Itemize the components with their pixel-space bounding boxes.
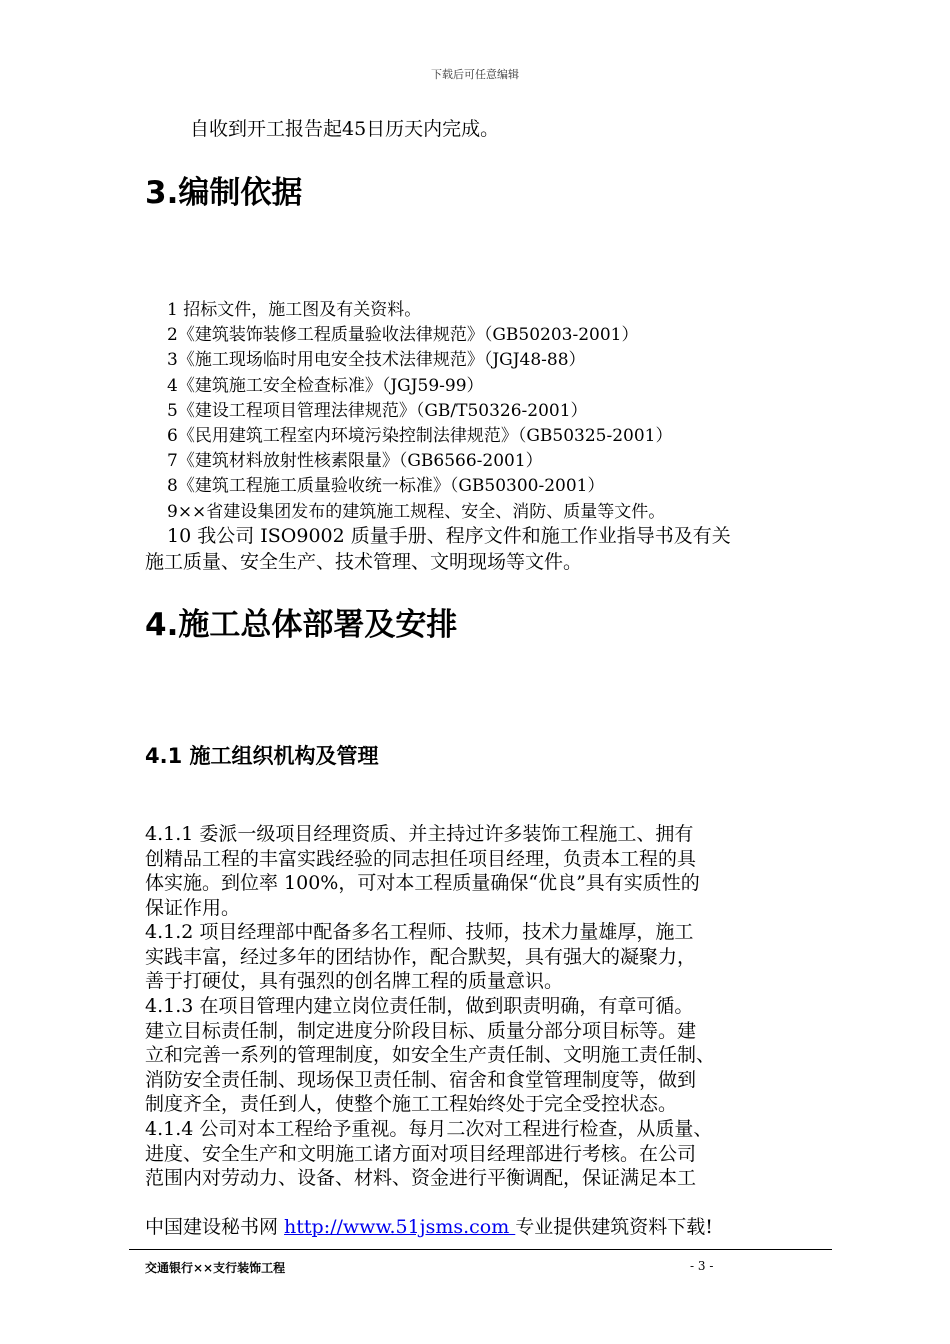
list-item: 7《建筑材料放射性核素限量》（GB6566-2001） [167,451,543,472]
list-item: 4《建筑施工安全检查标准》（JGJ59-99） [167,375,484,396]
section-4-1-title: 4.1 施工组织机构及管理 [145,744,379,768]
list-item: 1 招标文件，施工图及有关资料。 [167,300,422,320]
page-number: - 3 - [690,1259,714,1273]
list-item: 2《建筑装饰装修工程质量验收法律规范》（GB50203-2001） [167,325,639,346]
list-item: 9××省建设集团发布的建筑施工规程、安全、消防、质量等文件。 [167,501,666,522]
text-line: 建立目标责任制，制定进度分阶段目标、质量分部分项目标等。建 [145,1019,697,1042]
text-line: 4.1.4 公司对本工程给予重视。每月二次对工程进行检查，从质量、 [145,1118,713,1140]
clause-4-1-3 [145,994,715,1117]
text-line: 消防安全责任制、现场保卫责任制、宿舍和食堂管理制度等，做到 [145,1068,697,1091]
section-3-title: 3.编制依据 [145,175,303,211]
reference-list [167,298,672,525]
text-line: 4.1.1 委派一级项目经理资质、并主持过许多装饰工程施工、拥有 [145,823,694,845]
clause-4-1-1 [145,822,700,920]
clause-4-1-4 [145,1117,712,1191]
text-line: 范围内对劳动力、设备、材料、资金进行平衡调配，保证满足本工 [145,1167,697,1190]
list-item-10-line: 10 我公司 ISO9002 质量手册、程序文件和施工作业指导书及有关 [167,525,731,547]
download-notice-prefix: 中国建设秘书网 [145,1216,285,1238]
footer-divider [129,1249,832,1250]
page-header: 下载后可任意编辑 [431,68,519,81]
clause-4-1-2 [145,920,696,994]
list-item: 8《建筑工程施工质量验收统一标准》（GB50300-2001） [167,476,605,497]
download-notice [145,1214,713,1240]
intro-paragraph: 自收到开工报告起45日历天内完成。 [190,118,500,140]
list-item: 5《建设工程项目管理法律规范》（GB/T50326-2001） [167,400,588,421]
text-line: 制度齐全，责任到人，使整个施工工程始终处于完全受控状态。 [145,1093,678,1116]
text-line: 实践丰富，经过多年的团结协作，配合默契，具有强大的凝聚力， [145,945,697,968]
text-line: 保证作用。 [145,896,241,919]
list-item-10-line: 施工质量、安全生产、技术管理、文明现场等文件。 [145,551,583,573]
text-line: 善于打硬仗，具有强烈的创名牌工程的质量意识。 [145,970,564,993]
list-item: 6《民用建筑工程室内环境污染控制法律规范》（GB50325-2001） [167,426,673,447]
list-item-10 [145,523,731,575]
site-link[interactable]: http://www.51jsms.com [284,1216,516,1238]
footer-project-name: 交通银行××支行装饰工程 [145,1261,286,1275]
text-line: 进度、安全生产和文明施工诸方面对项目经理部进行考核。在公司 [145,1142,697,1165]
text-line: 4.1.2 项目经理部中配备多名工程师、技师，技术力量雄厚，施工 [145,921,694,943]
section-4-title: 4.施工总体部署及安排 [145,607,458,643]
text-line: 立和完善一系列的管理制度，如安全生产责任制、文明施工责任制、 [145,1044,716,1067]
text-line: 体实施。到位率 100%，可对本工程质量确保“优良”具有实质性的 [145,872,700,895]
list-item: 3《施工现场临时用电安全技术法律规范》（JGJ48-88） [167,350,586,371]
text-line: 4.1.3 在项目管理内建立岗位责任制，做到职责明确，有章可循。 [145,995,694,1017]
download-notice-suffix: 专业提供建筑资料下载! [515,1216,713,1238]
text-line: 创精品工程的丰富实践经验的同志担任项目经理，负责本工程的具 [145,847,697,870]
